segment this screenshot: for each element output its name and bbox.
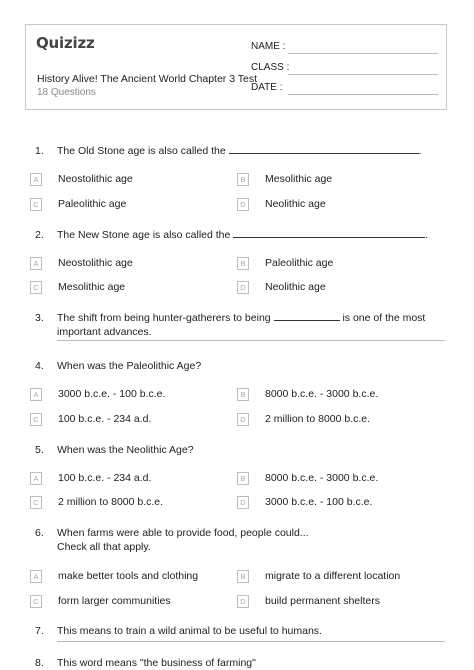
option-text: 8000 b.c.e. - 3000 b.c.e.	[265, 388, 379, 400]
option-letter: B	[237, 257, 249, 270]
option-text: build permanent shelters	[265, 595, 380, 607]
question-text: When was the Paleolithic Age?	[57, 360, 202, 372]
question-text-part: is one of the most	[342, 312, 426, 324]
option-letter: A	[30, 173, 42, 186]
date-label: DATE :	[251, 82, 283, 93]
option-letter: D	[237, 496, 249, 509]
question-text: When was the Neolithic Age?	[57, 444, 194, 456]
option-letter: A	[30, 570, 42, 583]
question-text-line2: Check all that apply.	[57, 541, 151, 553]
option-letter: D	[237, 198, 249, 211]
option-letter: B	[237, 173, 249, 186]
question-number: 8.	[35, 657, 44, 669]
option-text: 3000 b.c.e. - 100 b.c.e.	[58, 388, 166, 400]
question-text: This word means "the business of farming"	[57, 657, 256, 669]
option-text: Neolithic age	[265, 198, 326, 210]
answer-blank[interactable]	[233, 228, 425, 238]
option-letter: C	[30, 595, 42, 608]
option-letter: D	[237, 595, 249, 608]
answer-blank[interactable]	[229, 144, 419, 154]
question-text: This means to train a wild animal to be useful to humans.	[57, 625, 322, 637]
question-text	[57, 228, 428, 242]
question-count: 18 Questions	[37, 87, 96, 98]
option-text: Paleolithic age	[265, 257, 334, 269]
class-field[interactable]	[288, 74, 438, 75]
option-letter: C	[30, 281, 42, 294]
question-text-part: The shift from being hunter-gatherers to being	[57, 312, 271, 324]
question-number: 6.	[35, 527, 44, 539]
option-letter: A	[30, 257, 42, 270]
option-letter: C	[30, 496, 42, 509]
option-letter: C	[30, 413, 42, 426]
answer-line[interactable]	[57, 340, 445, 341]
option-letter: B	[237, 388, 249, 401]
option-letter: A	[30, 388, 42, 401]
option-text: Neostolithic age	[58, 257, 133, 269]
option-letter: C	[30, 198, 42, 211]
question-number: 5.	[35, 444, 44, 456]
option-text: 8000 b.c.e. - 3000 b.c.e.	[265, 472, 379, 484]
question-text-line1: When farms were able to provide food, people could...	[57, 527, 309, 539]
question-text-part: The New Stone age is also called the	[57, 229, 231, 241]
option-letter: D	[237, 281, 249, 294]
class-label: CLASS :	[251, 62, 290, 73]
question-text-part: The Old Stone age is also called the	[57, 145, 226, 157]
question-text-line2: important advances.	[57, 326, 152, 338]
option-text: make better tools and clothing	[58, 570, 199, 582]
question-text	[57, 311, 425, 339]
option-letter: B	[237, 472, 249, 485]
question-text-part: .	[418, 145, 422, 157]
option-text: 100 b.c.e. - 234 a.d.	[58, 413, 152, 425]
name-field[interactable]	[288, 53, 438, 54]
option-text: Mesolithic age	[58, 281, 126, 293]
option-letter: A	[30, 472, 42, 485]
option-text: 2 million to 8000 b.c.e.	[58, 496, 164, 508]
option-text: 2 million to 8000 b.c.e.	[265, 413, 371, 425]
option-text: Mesolithic age	[265, 173, 333, 185]
option-text: Neostolithic age	[58, 173, 133, 185]
question-number: 3.	[35, 312, 44, 324]
option-text: 100 b.c.e. - 234 a.d.	[58, 472, 152, 484]
question-number: 7.	[35, 625, 44, 637]
option-text: migrate to a different location	[265, 570, 401, 582]
question-text	[57, 144, 422, 158]
date-field[interactable]	[288, 94, 438, 95]
question-number: 2.	[35, 229, 44, 241]
question-number: 1.	[35, 145, 44, 157]
option-text: 3000 b.c.e. - 100 b.c.e.	[265, 496, 373, 508]
test-title: History Alive! The Ancient World Chapter 3 Test	[37, 73, 258, 85]
option-text: Neolithic age	[265, 281, 326, 293]
option-letter: B	[237, 570, 249, 583]
option-text: Paleolithic age	[58, 198, 127, 210]
option-letter: D	[237, 413, 249, 426]
name-label: NAME :	[251, 41, 286, 52]
answer-line[interactable]	[57, 641, 445, 642]
option-text: form larger communities	[58, 595, 171, 607]
question-number: 4.	[35, 360, 44, 372]
answer-blank[interactable]	[274, 311, 340, 321]
question-text-part: .	[425, 229, 429, 241]
quizizz-logo: Quizizz	[36, 34, 95, 52]
question-text	[57, 526, 309, 554]
